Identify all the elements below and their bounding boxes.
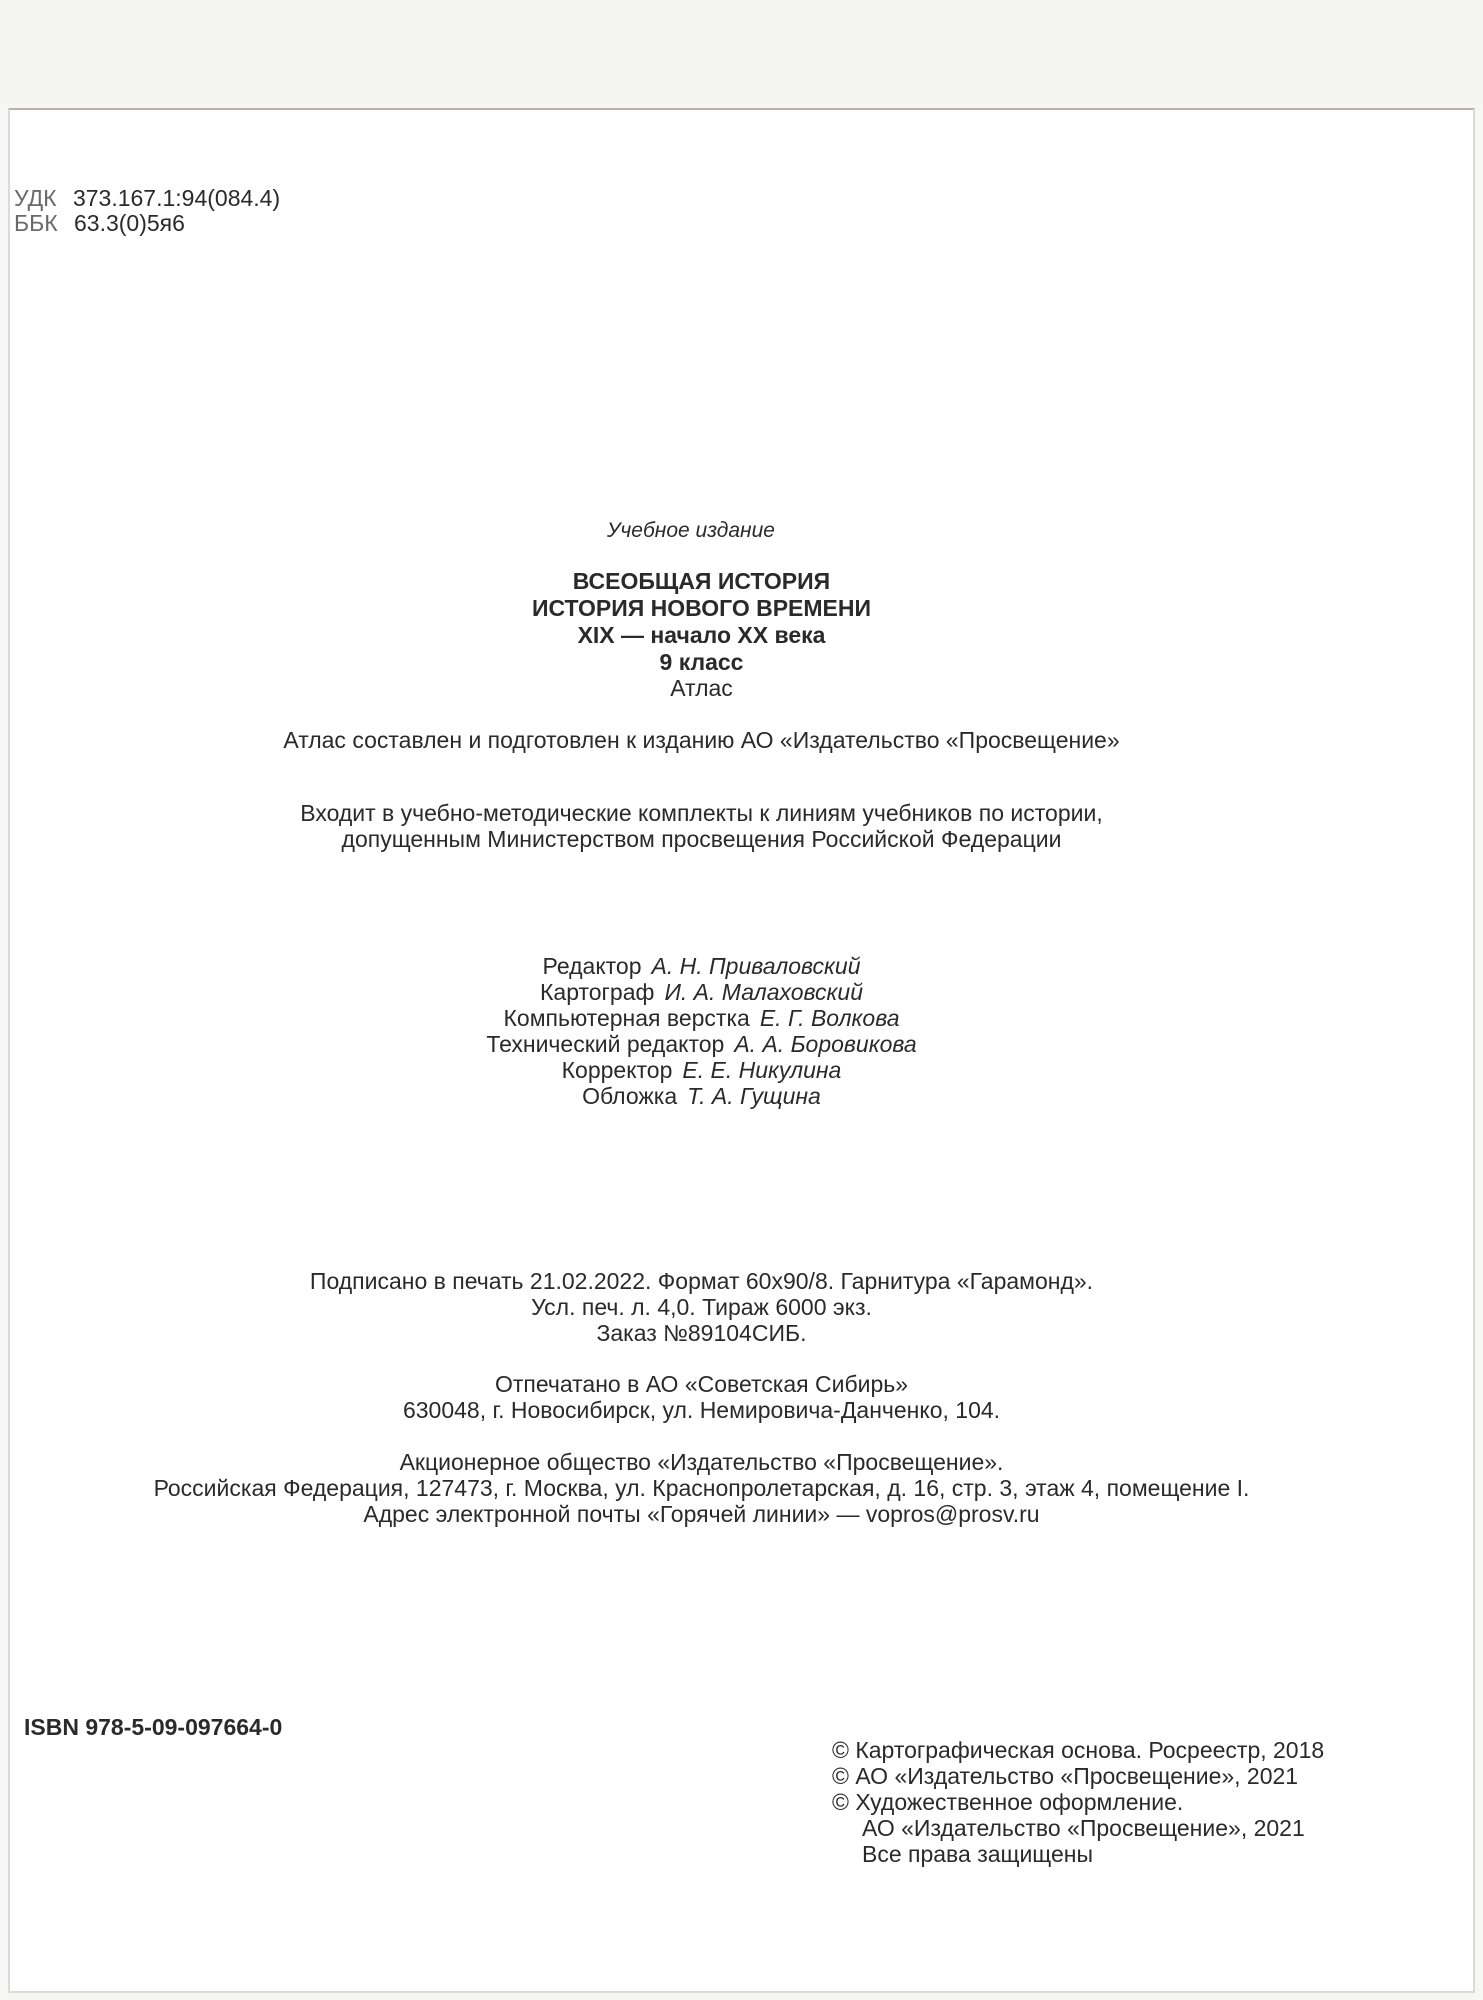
credit-person: Е. Г. Волкова — [759, 1005, 900, 1031]
copyright-line-4: АО «Издательство «Просвещение», 2021 — [862, 1815, 1305, 1841]
print-info-line-3: Заказ №89104СИБ. — [596, 1320, 807, 1346]
udk-value: 373.167.1:94(084.4) — [72, 185, 281, 211]
credit-row — [0, 1083, 1443, 1109]
credit-role: Картограф — [540, 979, 655, 1005]
page-top-margin — [0, 0, 1483, 104]
credit-row — [0, 979, 1443, 1005]
bbk-line — [14, 210, 185, 236]
curriculum-line-2: допущенным Министерством просвещения Российской Федерации — [341, 826, 1062, 852]
print-info-line-2: Усл. печ. л. 4,0. Тираж 6000 экз. — [531, 1294, 872, 1320]
bbk-label: ББК — [14, 210, 58, 236]
title-line-4: 9 класс — [659, 649, 744, 675]
credit-person: А. Н. Приваловский — [651, 953, 861, 979]
credit-row — [0, 1005, 1443, 1031]
copyright-line-2: © АО «Издательство «Просвещение», 2021 — [832, 1763, 1299, 1789]
printer-line-2: 630048, г. Новосибирск, ул. Немировича-Данченко, 104. — [402, 1397, 1001, 1423]
credit-row — [0, 1031, 1443, 1057]
credit-person: А. А. Боровикова — [734, 1031, 917, 1057]
credit-role: Редактор — [542, 953, 642, 979]
title-line-1: ВСЕОБЩАЯ ИСТОРИЯ — [572, 568, 831, 594]
isbn: ISBN 978-5-09-097664-0 — [24, 1714, 283, 1740]
print-info-line-1: Подписано в печать 21.02.2022. Формат 60х90/8. Гарнитура «Гарамонд». — [309, 1268, 1094, 1294]
printer-line-1: Отпечатано в АО «Советская Сибирь» — [494, 1371, 909, 1397]
credit-role: Технический редактор — [486, 1031, 725, 1057]
title-line-3: XIX — начало XX века — [577, 622, 826, 648]
title-line-5: Атлас — [670, 675, 733, 701]
udk-label: УДК — [14, 185, 57, 211]
edition-type: Учебное издание — [607, 519, 775, 542]
publisher-line-3: Адрес электронной почты «Горячей линии» — vopros@prosv.ru — [363, 1501, 1040, 1527]
copyright-line-5: Все права защищены — [862, 1841, 1093, 1867]
copyright-line-3: © Художественное оформление. — [832, 1789, 1184, 1815]
publisher-line-2: Российская Федерация, 127473, г. Москва, ул. Краснопролетарская, д. 16, стр. 3, этаж 4, помещение I. — [153, 1475, 1250, 1501]
credit-row — [0, 1057, 1443, 1083]
prepared-by: Атлас составлен и подготовлен к изданию АО «Издательство «Просвещение» — [283, 727, 1120, 753]
credit-row — [0, 953, 1443, 979]
credit-role: Корректор — [561, 1057, 673, 1083]
credit-person: Е. Е. Никулина — [682, 1057, 842, 1083]
bbk-value: 63.3(0)5я6 — [73, 210, 185, 236]
title-line-2: ИСТОРИЯ НОВОГО ВРЕМЕНИ — [531, 595, 872, 621]
curriculum-line-1: Входит в учебно-методические комплекты к линиям учебников по истории, — [300, 800, 1103, 826]
credit-person: И. А. Малаховский — [664, 979, 863, 1005]
credit-role: Обложка — [582, 1083, 678, 1109]
credit-role: Компьютерная верстка — [503, 1005, 750, 1031]
copyright-line-1: © Картографическая основа. Росреестр, 2018 — [832, 1737, 1325, 1763]
publisher-line-1: Акционерное общество «Издательство «Просвещение». — [399, 1449, 1004, 1475]
udk-line — [14, 185, 280, 211]
credit-person: Т. А. Гущина — [687, 1083, 821, 1109]
